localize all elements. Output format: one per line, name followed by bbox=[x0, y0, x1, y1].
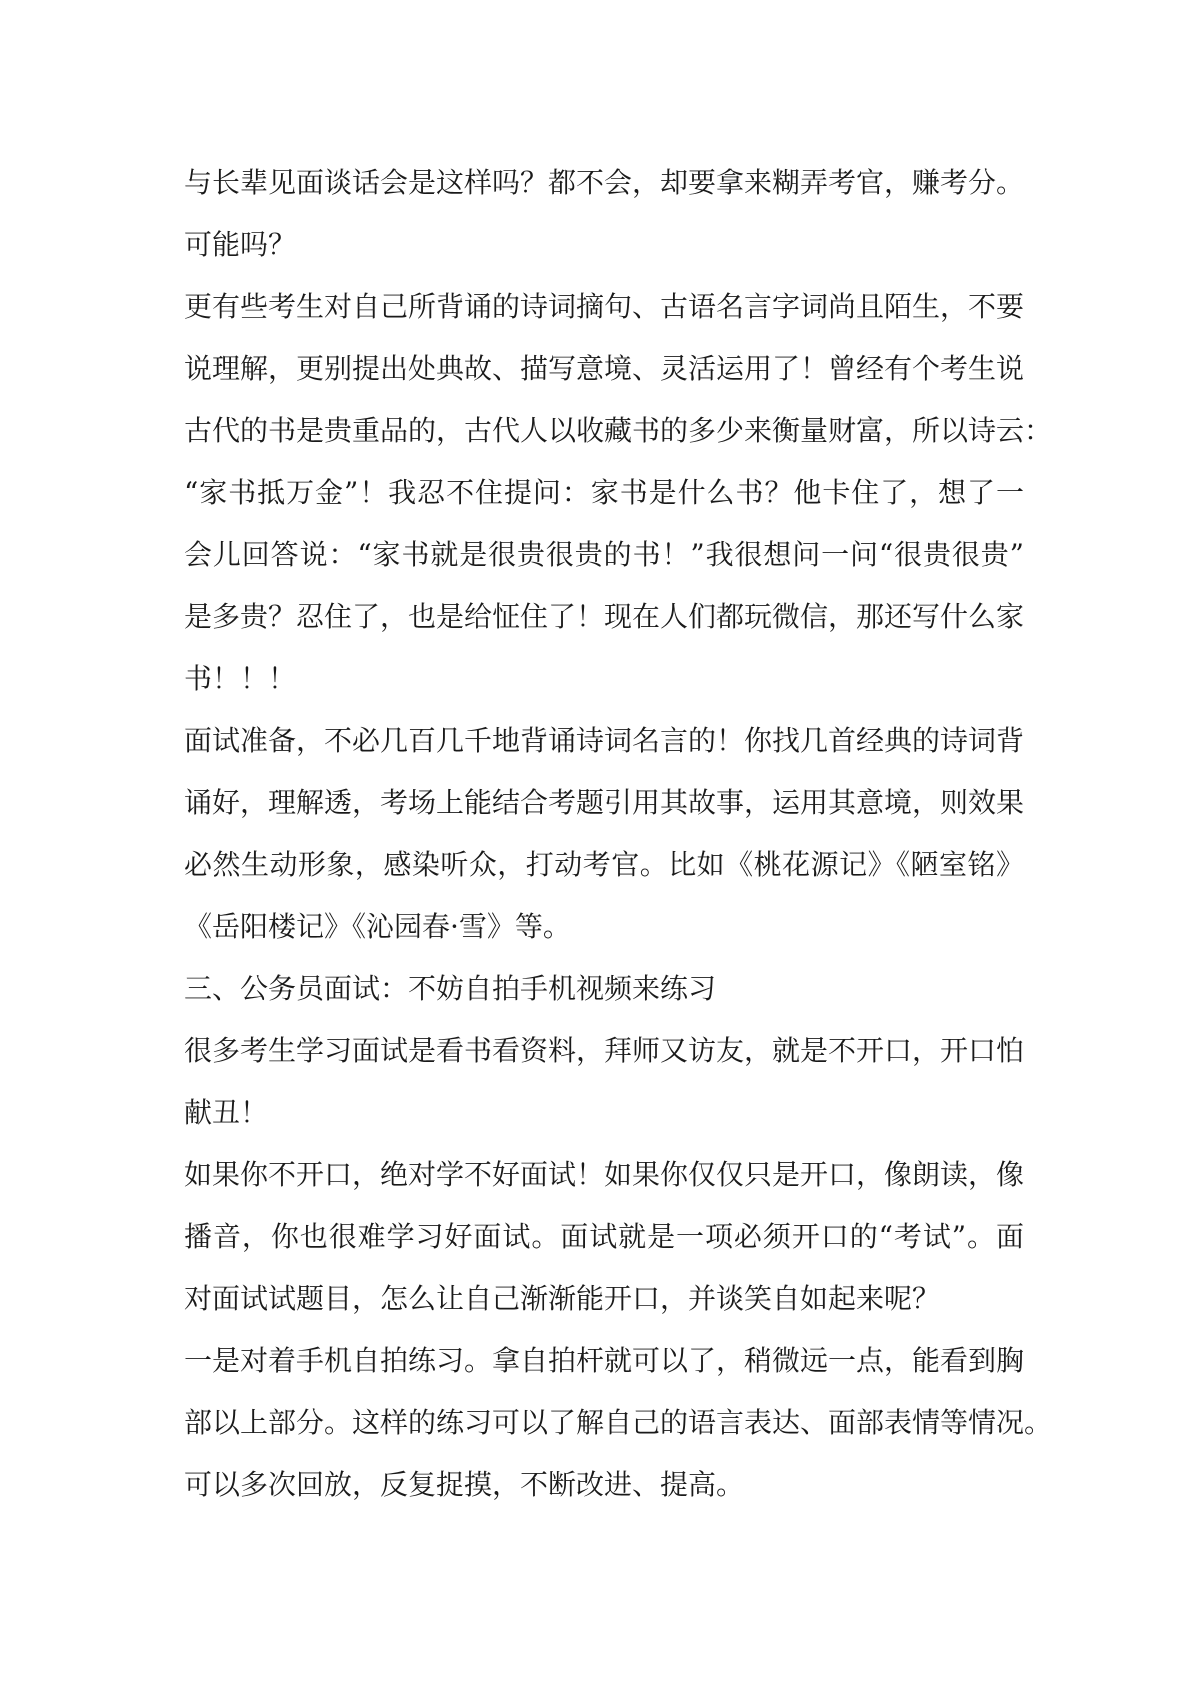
text-line-20: 一是对着手机自拍练习。拿自拍杆就可以了，稍微远一点，能看到胸 bbox=[184, 1344, 1025, 1377]
text-line-15: 很多考生学习面试是看书看资料，拜师又访友，就是不开口，开口怕 bbox=[184, 1034, 1025, 1067]
text-line-19: 对面试试题目，怎么让自己渐渐能开口，并谈笑自如起来呢？ bbox=[184, 1282, 941, 1315]
text-line-8: 是多贵？忍住了，也是给怔住了！现在人们都玩微信，那还写什么家 bbox=[184, 600, 1025, 633]
text-line-6: “家书抵万金”！我忍不住提问：家书是什么书？他卡住了，想了一 bbox=[184, 476, 1024, 509]
text-line-4: 说理解，更别提出处典故、描写意境、灵活运用了！曾经有个考生说 bbox=[184, 352, 1025, 385]
text-line-5: 古代的书是贵重品的，古代人以收藏书的多少来衡量财富，所以诗云： bbox=[184, 414, 1053, 447]
text-line-22: 可以多次回放，反复捉摸，不断改进、提高。 bbox=[184, 1468, 745, 1501]
text-line-3: 更有些考生对自己所背诵的诗词摘句、古语名言字词尚且陌生，不要 bbox=[184, 290, 1025, 323]
text-line-13: 《岳阳楼记》《沁园春·雪》等。 bbox=[184, 910, 571, 943]
section-heading: 三、公务员面试：不妨自拍手机视频来练习 bbox=[184, 972, 717, 1005]
text-line-21: 部以上部分。这样的练习可以了解自己的语言表达、面部表情等情况。 bbox=[184, 1406, 1053, 1439]
text-line-12: 必然生动形象，感染听众，打动考官。比如《桃花源记》《陋室铭》 bbox=[184, 848, 1024, 881]
text-line-7: 会儿回答说：“家书就是很贵很贵的书！”我很想问一问“很贵很贵” bbox=[184, 538, 1024, 571]
document-body bbox=[184, 152, 1053, 1516]
text-line-10: 面试准备，不必几百几千地背诵诗词名言的！你找几首经典的诗词背 bbox=[184, 724, 1025, 757]
text-line-18: 播音，你也很难学习好面试。面试就是一项必须开口的“考试”。面 bbox=[184, 1220, 1024, 1253]
text-line-16: 献丑！ bbox=[184, 1096, 269, 1129]
text-line-9: 书！！！ bbox=[184, 662, 297, 695]
text-line-2: 可能吗？ bbox=[184, 228, 297, 261]
text-line-11: 诵好，理解透，考场上能结合考题引用其故事，运用其意境，则效果 bbox=[184, 786, 1025, 819]
text-line-1: 与长辈见面谈话会是这样吗？都不会，却要拿来糊弄考官，赚考分。 bbox=[184, 166, 1025, 199]
text-line-17: 如果你不开口，绝对学不好面试！如果你仅仅只是开口，像朗读，像 bbox=[184, 1158, 1025, 1191]
